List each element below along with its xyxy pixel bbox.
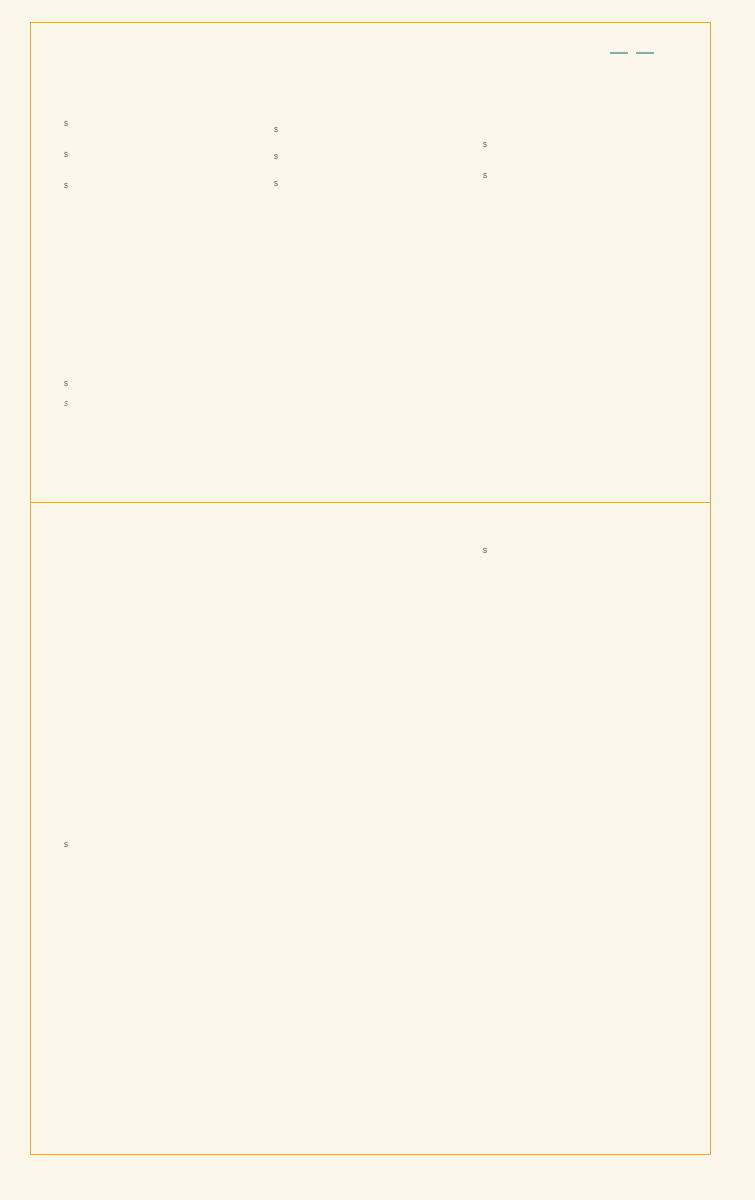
bennies-column [64, 108, 264, 196]
columbia-diner-logo [578, 52, 686, 54]
not-bennies-column [274, 108, 474, 194]
menu-item-description: $ [64, 381, 68, 388]
menu-item [64, 180, 264, 197]
menu-item [64, 378, 264, 413]
menu-item [64, 149, 264, 166]
breakfast-right-column [483, 139, 683, 187]
menu-item [274, 151, 474, 168]
menu-item [274, 124, 474, 141]
logo-diner-row [578, 52, 686, 54]
menu-item-note: $ [64, 400, 68, 408]
skillet-col-1 [64, 378, 264, 423]
top-menu-panel [30, 22, 711, 503]
menu-item-description: $ [274, 180, 278, 188]
sandwiches-subtitle: $ [64, 842, 68, 849]
menu-item [483, 139, 683, 156]
menu-item-description: $ [274, 127, 278, 134]
menu-item-description: $ [483, 142, 487, 149]
menu-item-description: $ [64, 151, 68, 159]
salads-column [483, 541, 683, 574]
logo-line-left [610, 52, 628, 54]
menu-item-description: $ [274, 153, 278, 161]
menu-item [483, 170, 683, 187]
logo-line-right [636, 52, 654, 54]
menu-item [274, 178, 474, 195]
menu-item [64, 118, 264, 135]
menu-item-description: $ [483, 172, 487, 180]
menu-item-description: $ [64, 182, 68, 190]
salads-subtitle: $ [483, 548, 487, 555]
bottom-menu-panel [30, 502, 711, 1155]
sandwiches-header [64, 836, 384, 856]
menu-item-description: $ [64, 121, 68, 128]
sandwiches-right-column [483, 895, 683, 907]
